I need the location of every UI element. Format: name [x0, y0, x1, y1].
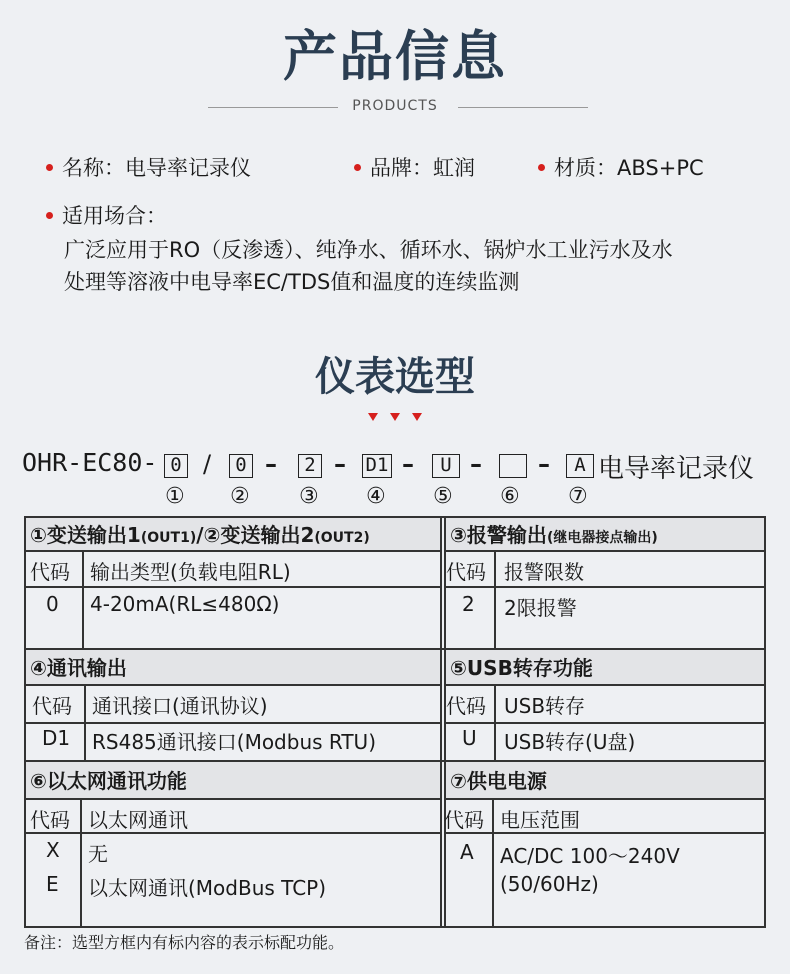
- cell-code: 0: [46, 592, 59, 616]
- cell-code: U: [462, 726, 477, 750]
- section-header-power: ⑦供电电源: [446, 762, 764, 800]
- info-material: 材质：ABS+PC: [538, 152, 704, 182]
- divider: [494, 552, 496, 648]
- cell-code: X: [46, 838, 60, 862]
- bullet-dot-icon: [538, 164, 545, 171]
- model-box-6: [499, 454, 527, 478]
- col-voltage: 电压范围: [500, 808, 580, 832]
- triangle-down-icon: [368, 413, 378, 421]
- footnote: 备注：选型方框内有标内容的表示标配功能。: [24, 933, 345, 952]
- col-output-type: 输出类型(负载电阻RL): [90, 560, 291, 584]
- divider: [26, 586, 440, 588]
- cell-value: 4-20mA(RL≤480Ω): [90, 592, 280, 616]
- model-box-1: 0: [164, 454, 188, 478]
- cell-value: 无: [88, 842, 108, 866]
- position-number: ⑤: [433, 484, 453, 509]
- info-brand: 品牌：虹润: [354, 152, 475, 182]
- section-title: 仪表选型: [315, 354, 475, 400]
- divider: [440, 518, 442, 926]
- col-ethernet: 以太网通讯: [88, 808, 188, 832]
- triangle-down-icon: [412, 413, 422, 421]
- divider: [26, 832, 440, 834]
- usage-text-line1: 广泛应用于RO（反渗透）、纯净水、循环水、锅炉水工业污水及水: [64, 238, 673, 262]
- model-dash: –: [334, 450, 346, 478]
- cell-value: (50/60Hz): [500, 872, 599, 896]
- cell-code: 2: [462, 592, 475, 616]
- info-usage-label: 适用场合：: [46, 200, 167, 230]
- col-code: 代码: [446, 694, 486, 718]
- triangle-down-icon: [390, 413, 400, 421]
- decor-triangles: [0, 406, 790, 425]
- model-dash: –: [538, 450, 550, 478]
- divider: [444, 586, 764, 588]
- cell-value: USB转存(U盘): [504, 730, 636, 754]
- model-box-5: U: [432, 454, 460, 478]
- col-comm-interface: 通讯接口(通讯协议): [92, 694, 268, 718]
- col-code: 代码: [446, 560, 486, 584]
- position-number: ②: [230, 484, 250, 509]
- divider: [494, 686, 496, 760]
- selection-table: [24, 516, 766, 928]
- col-usb: USB转存: [504, 694, 586, 718]
- bullet-dot-icon: [46, 164, 53, 171]
- subtitle-row: [0, 98, 790, 118]
- position-number: ⑦: [568, 484, 588, 509]
- divider: [458, 107, 588, 108]
- cell-value: RS485通讯接口(Modbus RTU): [92, 730, 377, 754]
- subtitle: PRODUCTS: [352, 98, 438, 114]
- col-alarm-count: 报警限数: [504, 560, 584, 584]
- model-box-4: D1: [362, 454, 392, 478]
- position-number: ③: [299, 484, 319, 509]
- divider: [26, 722, 440, 724]
- usage-text-line2: 处理等溶液中电导率EC/TDS值和温度的连续监测: [64, 270, 520, 294]
- cell-code: A: [460, 840, 474, 864]
- section-header-ethernet: ⑥以太网通讯功能: [26, 762, 440, 800]
- col-code: 代码: [30, 808, 70, 832]
- section-header-alarm: ③报警输出(继电器接点输出): [446, 518, 764, 552]
- cell-value: 以太网通讯(ModBus TCP): [88, 876, 327, 900]
- info-name: 名称：电导率记录仪: [46, 152, 251, 182]
- bullet-dot-icon: [354, 164, 361, 171]
- cell-value: 2限报警: [504, 596, 577, 620]
- model-box-3: 2: [298, 454, 322, 478]
- position-number: ④: [366, 484, 386, 509]
- model-prefix: OHR-EC80-: [22, 448, 158, 477]
- model-dash: –: [402, 450, 414, 478]
- divider: [84, 686, 86, 760]
- position-number: ⑥: [500, 484, 520, 509]
- cell-code: D1: [42, 726, 71, 750]
- model-suffix: 电导率记录仪: [598, 454, 755, 484]
- section-header-usb: ⑤USB转存功能: [446, 650, 764, 686]
- page-title: 产品信息: [283, 25, 507, 88]
- model-dash: –: [265, 450, 277, 478]
- col-code: 代码: [444, 808, 484, 832]
- divider: [80, 800, 82, 926]
- model-slash: /: [203, 450, 212, 478]
- model-box-2: 0: [229, 454, 253, 478]
- col-code: 代码: [32, 694, 72, 718]
- model-dash: –: [470, 450, 482, 478]
- divider: [492, 800, 494, 926]
- section-header-comm: ④通讯输出: [26, 650, 440, 686]
- section-header-output: ①变送输出1(OUT1)/②变送输出2(OUT2): [26, 518, 440, 552]
- divider: [82, 552, 84, 648]
- divider: [444, 722, 764, 724]
- col-code: 代码: [30, 560, 70, 584]
- position-number: ①: [165, 484, 185, 509]
- bullet-dot-icon: [46, 212, 53, 219]
- cell-value: AC/DC 100～240V: [500, 844, 680, 868]
- cell-code: E: [46, 872, 59, 896]
- model-box-7: A: [566, 454, 594, 478]
